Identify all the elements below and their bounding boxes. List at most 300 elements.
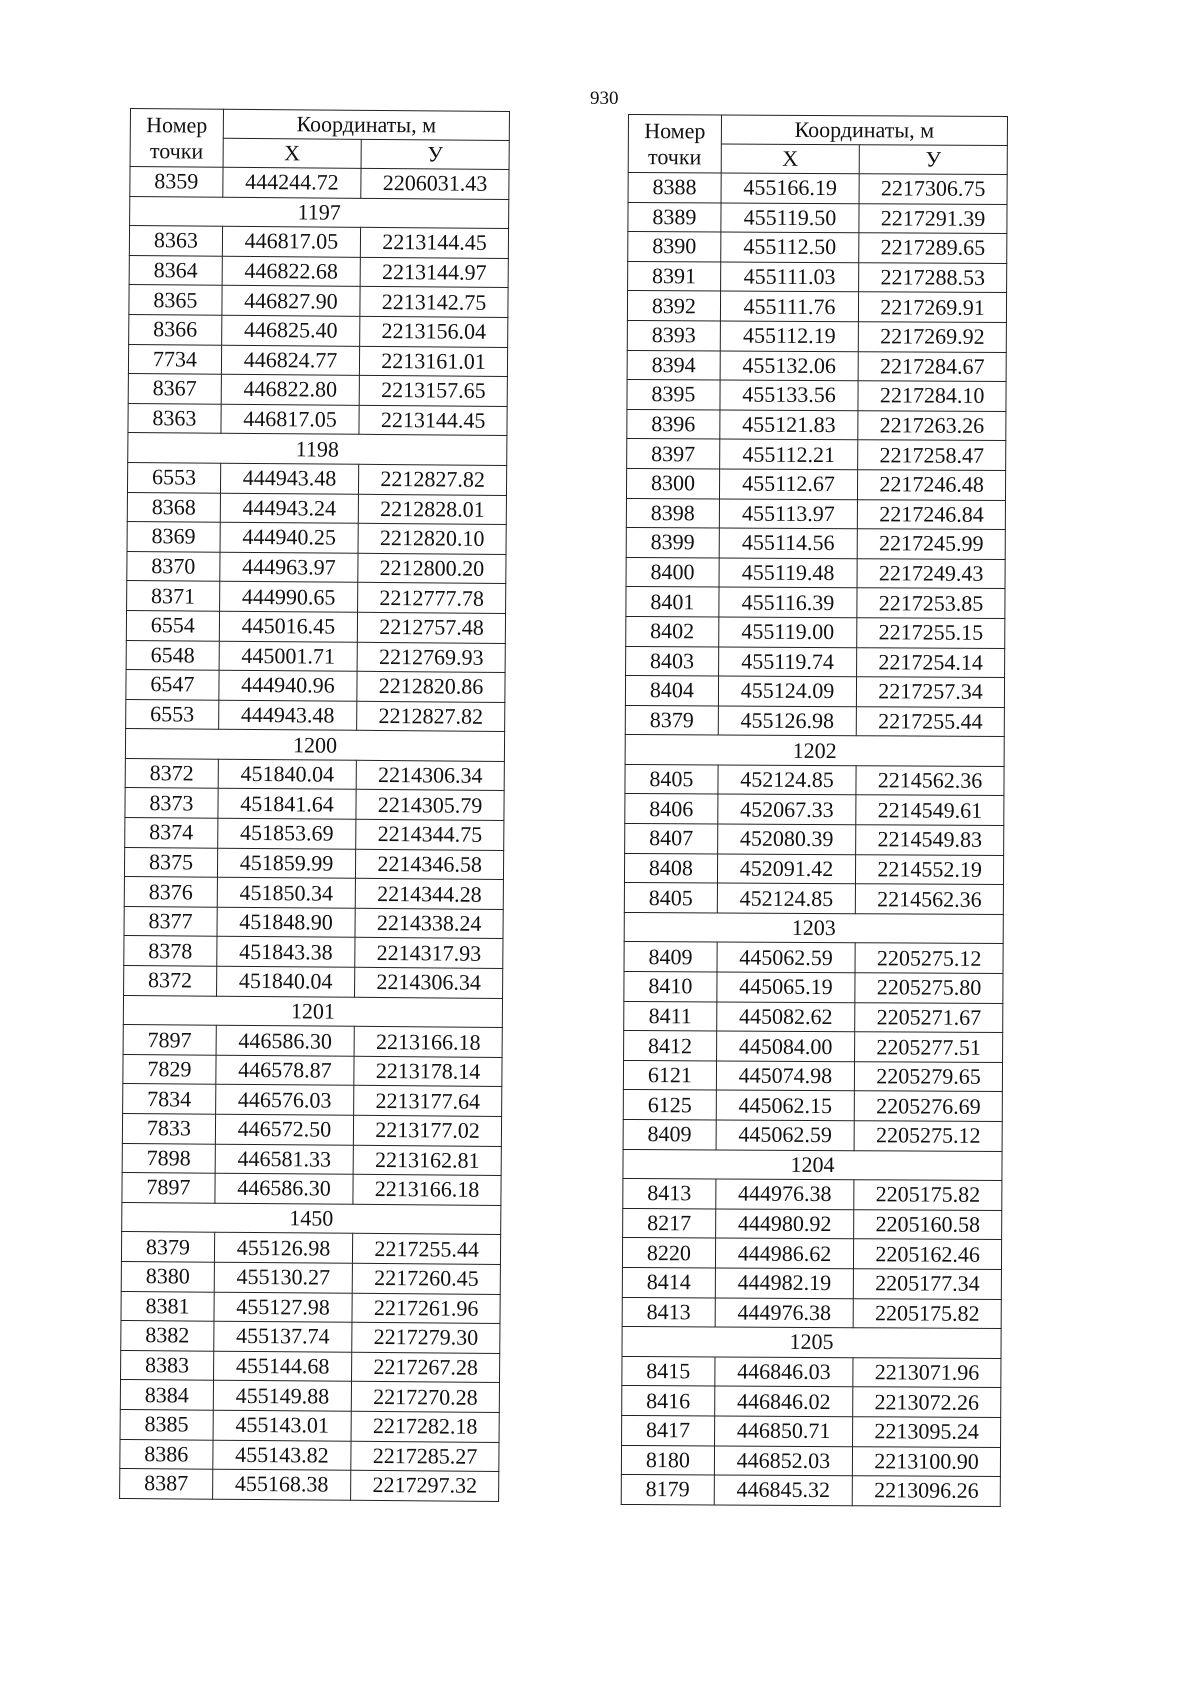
point-number-cell: 8220 bbox=[622, 1238, 715, 1268]
point-number-header bbox=[628, 115, 721, 173]
point-number-cell: 7898 bbox=[122, 1143, 215, 1173]
y-coordinate-cell: 2217291.39 bbox=[859, 203, 1007, 233]
point-number-cell: 8395 bbox=[627, 380, 720, 410]
y-coordinate-cell: 2217253.85 bbox=[857, 588, 1005, 618]
x-coordinate-cell: 444982.19 bbox=[715, 1268, 853, 1298]
table-row bbox=[623, 1208, 1002, 1240]
table-row bbox=[622, 1415, 1001, 1447]
x-coordinate-cell: 455114.56 bbox=[719, 528, 857, 558]
table-row bbox=[120, 1469, 499, 1502]
point-number-cell: 8405 bbox=[625, 764, 718, 794]
x-coordinate-cell: 444943.24 bbox=[220, 493, 359, 524]
y-coordinate-cell: 2217246.84 bbox=[858, 499, 1006, 529]
table-row bbox=[125, 818, 504, 851]
y-coordinate-cell: 2217257.34 bbox=[857, 677, 1005, 707]
table-row bbox=[127, 462, 506, 495]
point-number-cell: 8404 bbox=[625, 676, 718, 706]
y-coordinate-cell: 2213072.26 bbox=[853, 1387, 1001, 1417]
table-row bbox=[626, 646, 1005, 678]
y-coordinate-cell: 2213178.14 bbox=[354, 1056, 502, 1087]
x-coordinate-cell: 455149.88 bbox=[213, 1381, 352, 1412]
point-number-cell: 8391 bbox=[628, 261, 721, 291]
x-coordinate-cell: 445016.45 bbox=[219, 611, 358, 642]
table-row bbox=[120, 1409, 499, 1442]
point-number-cell: 8409 bbox=[624, 942, 717, 972]
point-number-header bbox=[130, 109, 223, 168]
y-coordinate-cell: 2217288.53 bbox=[859, 262, 1007, 292]
table-row bbox=[624, 1001, 1003, 1033]
y-coordinate-cell: 2213161.01 bbox=[360, 346, 508, 377]
y-coordinate-cell: 2214552.19 bbox=[856, 854, 1004, 884]
table-row bbox=[125, 758, 504, 791]
x-coordinate-cell: 455126.98 bbox=[718, 706, 856, 736]
y-coordinate-cell: 2217255.44 bbox=[856, 706, 1004, 736]
point-number-cell: 8408 bbox=[624, 853, 717, 883]
page-number: 930 bbox=[590, 88, 619, 109]
x-coordinate-cell: 445062.15 bbox=[716, 1090, 854, 1120]
table-body bbox=[621, 173, 1007, 1507]
y-coordinate-cell: 2217260.45 bbox=[352, 1263, 500, 1294]
point-number-cell: 7897 bbox=[123, 1025, 216, 1055]
plot-number-row bbox=[128, 433, 507, 466]
point-number-cell: 8392 bbox=[627, 291, 720, 321]
table-row bbox=[129, 255, 508, 288]
y-coordinate-cell: 2213156.04 bbox=[360, 316, 508, 347]
y-coordinate-cell: 2217284.10 bbox=[858, 381, 1006, 411]
point-number-cell: 8415 bbox=[622, 1356, 715, 1386]
table-row bbox=[130, 167, 509, 200]
x-coordinate-cell: 455113.97 bbox=[719, 499, 857, 529]
point-number-cell: 8416 bbox=[622, 1386, 715, 1416]
table-row bbox=[122, 1173, 501, 1206]
table-row bbox=[624, 942, 1003, 974]
plot-number-row bbox=[625, 735, 1004, 767]
x-coordinate-cell: 446586.30 bbox=[215, 1173, 354, 1204]
point-number-cell: 8406 bbox=[625, 794, 718, 824]
y-coordinate-cell: 2214338.24 bbox=[355, 908, 503, 939]
point-number-cell: 8363 bbox=[129, 226, 222, 256]
x-coordinate-cell: 445062.59 bbox=[717, 942, 855, 972]
point-number-cell: 8390 bbox=[628, 232, 721, 262]
y-coordinate-cell: 2212777.78 bbox=[358, 583, 506, 614]
plot-number-row bbox=[622, 1327, 1001, 1359]
x-coordinate-cell: 446578.87 bbox=[216, 1055, 355, 1086]
point-number-cell: 8398 bbox=[626, 498, 719, 528]
x-coordinate-cell: 446852.03 bbox=[714, 1446, 852, 1476]
x-coordinate-cell: 455133.56 bbox=[720, 380, 858, 410]
y-coordinate-cell: 2213157.65 bbox=[359, 375, 507, 406]
x-coordinate-cell: 446581.33 bbox=[215, 1144, 354, 1175]
y-coordinate-cell: 2217255.15 bbox=[857, 618, 1005, 648]
point-number-cell: 6553 bbox=[127, 462, 220, 492]
x-coordinate-cell: 445001.71 bbox=[219, 641, 358, 672]
plot-number-row bbox=[123, 995, 502, 1028]
table-row bbox=[123, 1025, 502, 1058]
y-coordinate-cell: 2205275.12 bbox=[855, 943, 1003, 973]
coordinates-header: Координаты, м bbox=[721, 115, 1007, 145]
y-coordinate-cell: 2217306.75 bbox=[859, 174, 1007, 204]
table-row bbox=[623, 1090, 1002, 1122]
table-row bbox=[128, 374, 507, 407]
point-number-cell: 7829 bbox=[123, 1054, 216, 1084]
table-row bbox=[628, 202, 1007, 234]
y-column-header: У bbox=[361, 139, 509, 169]
x-coordinate-cell: 451843.38 bbox=[217, 937, 356, 968]
x-coordinate-cell: 445084.00 bbox=[716, 1031, 854, 1061]
table-row bbox=[127, 492, 506, 525]
x-coordinate-cell: 444986.62 bbox=[715, 1238, 853, 1268]
y-coordinate-cell: 2213100.90 bbox=[853, 1446, 1001, 1476]
x-coordinate-cell: 455116.39 bbox=[719, 587, 857, 617]
x-coordinate-cell: 455111.76 bbox=[720, 291, 858, 321]
x-coordinate-cell: 451840.04 bbox=[216, 966, 355, 997]
plot-number: 1202 bbox=[625, 735, 1004, 767]
point-number-cell: 8371 bbox=[127, 581, 220, 611]
plot-number: 1450 bbox=[122, 1202, 501, 1235]
plot-number: 1204 bbox=[623, 1149, 1002, 1181]
x-coordinate-cell: 446824.77 bbox=[221, 345, 360, 376]
y-column-header: У bbox=[859, 145, 1007, 175]
table-row bbox=[126, 699, 505, 732]
x-coordinate-cell: 444244.72 bbox=[223, 167, 362, 198]
point-number-cell: 8403 bbox=[626, 646, 719, 676]
x-coordinate-cell: 444963.97 bbox=[220, 552, 359, 583]
y-coordinate-cell: 2212769.93 bbox=[357, 642, 505, 673]
x-coordinate-cell: 455112.19 bbox=[720, 321, 858, 351]
point-number-cell: 8407 bbox=[625, 824, 718, 854]
table-row bbox=[627, 320, 1006, 352]
plot-number: 1197 bbox=[130, 196, 509, 229]
table-row bbox=[123, 1084, 502, 1117]
table-row bbox=[628, 261, 1007, 293]
point-number-cell: 8378 bbox=[124, 936, 217, 966]
point-number-cell: 8380 bbox=[121, 1261, 214, 1291]
x-coordinate-cell: 451848.90 bbox=[217, 907, 356, 938]
x-coordinate-cell: 446817.05 bbox=[221, 404, 360, 435]
table-row bbox=[622, 1297, 1001, 1329]
x-coordinate-cell: 446825.40 bbox=[221, 315, 360, 346]
point-number-cell: 8417 bbox=[622, 1415, 715, 1445]
plot-number-row bbox=[122, 1202, 501, 1235]
y-coordinate-cell: 2214562.36 bbox=[856, 766, 1004, 796]
plot-number-row bbox=[624, 912, 1003, 944]
table-row bbox=[124, 877, 503, 910]
table-row bbox=[625, 705, 1004, 737]
y-coordinate-cell: 2205279.65 bbox=[855, 1062, 1003, 1092]
point-number-cell: 7833 bbox=[122, 1113, 215, 1143]
y-coordinate-cell: 2217249.43 bbox=[857, 558, 1005, 588]
x-coordinate-cell: 444980.92 bbox=[715, 1209, 853, 1239]
y-coordinate-cell: 2214306.34 bbox=[356, 760, 504, 791]
y-coordinate-cell: 2217270.28 bbox=[351, 1382, 499, 1413]
table-row bbox=[626, 587, 1005, 619]
x-coordinate-cell: 445082.62 bbox=[717, 1002, 855, 1032]
table-row bbox=[622, 1386, 1001, 1418]
x-coordinate-cell: 445065.19 bbox=[717, 972, 855, 1002]
point-number-cell: 8217 bbox=[623, 1208, 716, 1238]
y-coordinate-cell: 2212827.82 bbox=[357, 701, 505, 732]
table-row bbox=[626, 616, 1005, 648]
table-row bbox=[124, 966, 503, 999]
table-row bbox=[624, 883, 1003, 915]
point-number-cell: 8388 bbox=[628, 173, 721, 203]
table-row bbox=[625, 824, 1004, 856]
point-number-cell: 6121 bbox=[623, 1060, 716, 1090]
point-number-cell: 8370 bbox=[127, 551, 220, 581]
table-row bbox=[627, 380, 1006, 412]
y-coordinate-cell: 2205276.69 bbox=[854, 1091, 1002, 1121]
x-coordinate-cell: 455130.27 bbox=[214, 1262, 353, 1293]
x-coordinate-cell: 444943.48 bbox=[218, 700, 357, 731]
y-coordinate-cell: 2205177.34 bbox=[853, 1269, 1001, 1299]
x-coordinate-cell: 446850.71 bbox=[714, 1416, 852, 1446]
y-coordinate-cell: 2213162.81 bbox=[353, 1145, 501, 1176]
y-coordinate-cell: 2206031.43 bbox=[361, 168, 509, 199]
point-number-header-line1: Номер bbox=[146, 112, 208, 138]
x-coordinate-cell: 455121.83 bbox=[720, 410, 858, 440]
plot-number: 1203 bbox=[624, 912, 1003, 944]
y-coordinate-cell: 2213166.18 bbox=[353, 1174, 501, 1205]
table-row bbox=[127, 522, 506, 555]
x-coordinate-cell: 455143.01 bbox=[213, 1410, 352, 1441]
x-coordinate-cell: 446572.50 bbox=[215, 1114, 354, 1145]
x-coordinate-cell: 444990.65 bbox=[219, 582, 358, 613]
y-coordinate-cell: 2217263.26 bbox=[858, 410, 1006, 440]
table-row bbox=[622, 1238, 1001, 1270]
y-coordinate-cell: 2217245.99 bbox=[857, 529, 1005, 559]
table-row bbox=[627, 350, 1006, 382]
y-coordinate-cell: 2214549.83 bbox=[856, 825, 1004, 855]
point-number-cell: 6125 bbox=[623, 1090, 716, 1120]
point-number-cell: 8374 bbox=[125, 818, 218, 848]
table-row bbox=[120, 1380, 499, 1413]
plot-number: 1201 bbox=[123, 995, 502, 1028]
x-coordinate-cell: 446576.03 bbox=[215, 1085, 354, 1116]
table-body bbox=[120, 167, 509, 1502]
point-number-cell: 8180 bbox=[621, 1445, 714, 1475]
y-coordinate-cell: 2214346.58 bbox=[356, 849, 504, 880]
x-coordinate-cell: 455112.50 bbox=[721, 232, 859, 262]
y-coordinate-cell: 2213144.45 bbox=[361, 228, 509, 259]
x-coordinate-cell: 455143.82 bbox=[213, 1440, 352, 1471]
coordinates-table-right bbox=[621, 114, 1008, 1507]
y-coordinate-cell: 2214317.93 bbox=[355, 938, 503, 969]
plot-number: 1198 bbox=[128, 433, 507, 466]
point-number-cell: 8401 bbox=[626, 587, 719, 617]
table-row bbox=[120, 1439, 499, 1472]
y-coordinate-cell: 2213142.75 bbox=[360, 287, 508, 318]
y-coordinate-cell: 2205277.51 bbox=[855, 1032, 1003, 1062]
x-coordinate-cell: 444976.38 bbox=[716, 1179, 854, 1209]
table-row bbox=[627, 439, 1006, 471]
y-coordinate-cell: 2217254.14 bbox=[857, 647, 1005, 677]
y-coordinate-cell: 2217267.28 bbox=[352, 1352, 500, 1383]
y-coordinate-cell: 2205275.12 bbox=[854, 1121, 1002, 1151]
x-coordinate-cell: 446822.68 bbox=[222, 256, 361, 287]
table-row bbox=[622, 1356, 1001, 1388]
point-number-header-line2: точки bbox=[647, 143, 702, 169]
x-coordinate-cell: 446845.32 bbox=[714, 1475, 852, 1505]
y-coordinate-cell: 2205175.82 bbox=[854, 1180, 1002, 1210]
table-row bbox=[129, 226, 508, 259]
table-row bbox=[623, 1060, 1002, 1092]
x-coordinate-cell: 452080.39 bbox=[717, 824, 855, 854]
x-coordinate-cell: 444940.25 bbox=[220, 522, 359, 553]
y-coordinate-cell: 2217282.18 bbox=[351, 1411, 499, 1442]
table-row bbox=[626, 528, 1005, 560]
y-coordinate-cell: 2205175.82 bbox=[853, 1298, 1001, 1328]
y-coordinate-cell: 2205275.80 bbox=[855, 973, 1003, 1003]
x-coordinate-cell: 455119.50 bbox=[721, 203, 859, 233]
x-coordinate-cell: 455119.48 bbox=[719, 558, 857, 588]
y-coordinate-cell: 2217284.67 bbox=[858, 351, 1006, 381]
table-row bbox=[626, 498, 1005, 530]
x-coordinate-cell: 455112.21 bbox=[719, 439, 857, 469]
y-coordinate-cell: 2217258.47 bbox=[858, 440, 1006, 470]
x-coordinate-cell: 452124.85 bbox=[718, 765, 856, 795]
table-row bbox=[625, 764, 1004, 796]
y-coordinate-cell: 2205160.58 bbox=[854, 1209, 1002, 1239]
point-number-cell: 8369 bbox=[127, 522, 220, 552]
point-number-cell: 8413 bbox=[623, 1179, 716, 1209]
point-number-cell: 8300 bbox=[626, 468, 719, 498]
point-number-cell: 8359 bbox=[130, 167, 223, 197]
y-coordinate-cell: 2213177.02 bbox=[354, 1115, 502, 1146]
y-coordinate-cell: 2214562.36 bbox=[855, 884, 1003, 914]
table-row bbox=[621, 1475, 1000, 1507]
x-column-header: X bbox=[721, 144, 859, 174]
table-row bbox=[627, 291, 1006, 323]
y-coordinate-cell: 2217285.27 bbox=[351, 1441, 499, 1472]
table-row bbox=[621, 1445, 1000, 1477]
point-number-cell: 6548 bbox=[126, 640, 219, 670]
point-number-cell: 8386 bbox=[120, 1439, 213, 1469]
table-row bbox=[122, 1143, 501, 1176]
point-number-cell: 8372 bbox=[124, 966, 217, 996]
y-coordinate-cell: 2214344.75 bbox=[356, 819, 504, 850]
y-coordinate-cell: 2212757.48 bbox=[357, 612, 505, 643]
point-number-cell: 8377 bbox=[124, 906, 217, 936]
point-number-cell: 8414 bbox=[622, 1267, 715, 1297]
y-coordinate-cell: 2214549.61 bbox=[856, 795, 1004, 825]
x-coordinate-cell: 444976.38 bbox=[715, 1298, 853, 1328]
point-number-cell: 8412 bbox=[624, 1031, 717, 1061]
table-row bbox=[121, 1321, 500, 1354]
plot-number: 1205 bbox=[622, 1327, 1001, 1359]
plot-number-row bbox=[125, 729, 504, 762]
x-coordinate-cell: 451850.34 bbox=[217, 877, 356, 908]
x-coordinate-cell: 446846.03 bbox=[715, 1357, 853, 1387]
table-row bbox=[125, 788, 504, 821]
point-number-cell: 8379 bbox=[121, 1232, 214, 1262]
table-row bbox=[121, 1261, 500, 1294]
table-row bbox=[122, 1113, 501, 1146]
point-number-cell: 8179 bbox=[621, 1475, 714, 1505]
point-number-cell: 8405 bbox=[624, 883, 717, 913]
x-coordinate-cell: 446817.05 bbox=[222, 226, 361, 257]
point-number-cell: 8400 bbox=[626, 557, 719, 587]
x-coordinate-cell: 455119.74 bbox=[718, 646, 856, 676]
coordinates-header: Координаты, м bbox=[223, 109, 509, 140]
point-number-cell: 7834 bbox=[123, 1084, 216, 1114]
point-number-cell: 8363 bbox=[128, 403, 221, 433]
table-row bbox=[625, 794, 1004, 826]
x-coordinate-cell: 455127.98 bbox=[214, 1292, 353, 1323]
point-number-cell: 8396 bbox=[627, 409, 720, 439]
x-coordinate-cell: 444943.48 bbox=[220, 463, 359, 494]
x-coordinate-cell: 446822.80 bbox=[221, 374, 360, 405]
y-coordinate-cell: 2214305.79 bbox=[356, 790, 504, 821]
table-row bbox=[626, 557, 1005, 589]
x-coordinate-cell: 451853.69 bbox=[218, 818, 357, 849]
table-row bbox=[124, 936, 503, 969]
table-row bbox=[121, 1232, 500, 1265]
table-row bbox=[126, 670, 505, 703]
x-coordinate-cell: 455112.67 bbox=[719, 469, 857, 499]
point-number-cell: 8409 bbox=[623, 1119, 716, 1149]
point-number-cell: 6554 bbox=[126, 610, 219, 640]
plot-number-row bbox=[623, 1149, 1002, 1181]
point-number-cell: 8366 bbox=[129, 314, 222, 344]
table-row bbox=[623, 1119, 1002, 1151]
point-number-cell: 8411 bbox=[624, 1001, 717, 1031]
point-number-cell: 8385 bbox=[120, 1409, 213, 1439]
y-coordinate-cell: 2212800.20 bbox=[358, 553, 506, 584]
table-row bbox=[623, 1179, 1002, 1211]
x-coordinate-cell: 455168.38 bbox=[212, 1469, 351, 1500]
y-coordinate-cell: 2213177.64 bbox=[354, 1086, 502, 1117]
y-coordinate-cell: 2213095.24 bbox=[853, 1417, 1001, 1447]
x-coordinate-cell: 452124.85 bbox=[717, 883, 855, 913]
table-row bbox=[129, 285, 508, 318]
y-coordinate-cell: 2217246.48 bbox=[858, 470, 1006, 500]
x-coordinate-cell: 446846.02 bbox=[715, 1386, 853, 1416]
table-row bbox=[126, 610, 505, 643]
point-number-header-line1: Номер bbox=[644, 118, 706, 144]
table-row bbox=[128, 403, 507, 436]
coordinates-table-left bbox=[119, 108, 510, 1502]
y-coordinate-cell: 2205162.46 bbox=[854, 1239, 1002, 1269]
x-coordinate-cell: 444940.96 bbox=[219, 670, 358, 701]
x-coordinate-cell: 451859.99 bbox=[217, 848, 356, 879]
y-coordinate-cell: 2217279.30 bbox=[352, 1322, 500, 1353]
table-row bbox=[127, 581, 506, 614]
table-row bbox=[628, 232, 1007, 264]
y-coordinate-cell: 2213144.45 bbox=[359, 405, 507, 436]
y-coordinate-cell: 2217269.91 bbox=[859, 292, 1007, 322]
table-row bbox=[126, 640, 505, 673]
point-number-cell: 8397 bbox=[627, 439, 720, 469]
x-coordinate-cell: 445062.59 bbox=[716, 1120, 854, 1150]
table-row bbox=[626, 468, 1005, 500]
x-coordinate-cell: 451840.04 bbox=[218, 759, 357, 790]
point-number-cell: 8375 bbox=[124, 847, 217, 877]
table-row bbox=[622, 1267, 1001, 1299]
point-number-cell: 8402 bbox=[626, 616, 719, 646]
x-coordinate-cell: 455111.03 bbox=[720, 262, 858, 292]
plot-number-row bbox=[130, 196, 509, 229]
table-row bbox=[121, 1291, 500, 1324]
x-coordinate-cell: 452067.33 bbox=[718, 794, 856, 824]
table-row bbox=[624, 1031, 1003, 1063]
y-coordinate-cell: 2217261.96 bbox=[352, 1293, 500, 1324]
x-coordinate-cell: 455126.98 bbox=[214, 1233, 353, 1264]
point-number-cell: 8410 bbox=[624, 972, 717, 1002]
point-number-cell: 8365 bbox=[129, 285, 222, 315]
y-coordinate-cell: 2217289.65 bbox=[859, 233, 1007, 263]
y-coordinate-cell: 2212820.10 bbox=[358, 523, 506, 554]
table-row bbox=[123, 1054, 502, 1087]
